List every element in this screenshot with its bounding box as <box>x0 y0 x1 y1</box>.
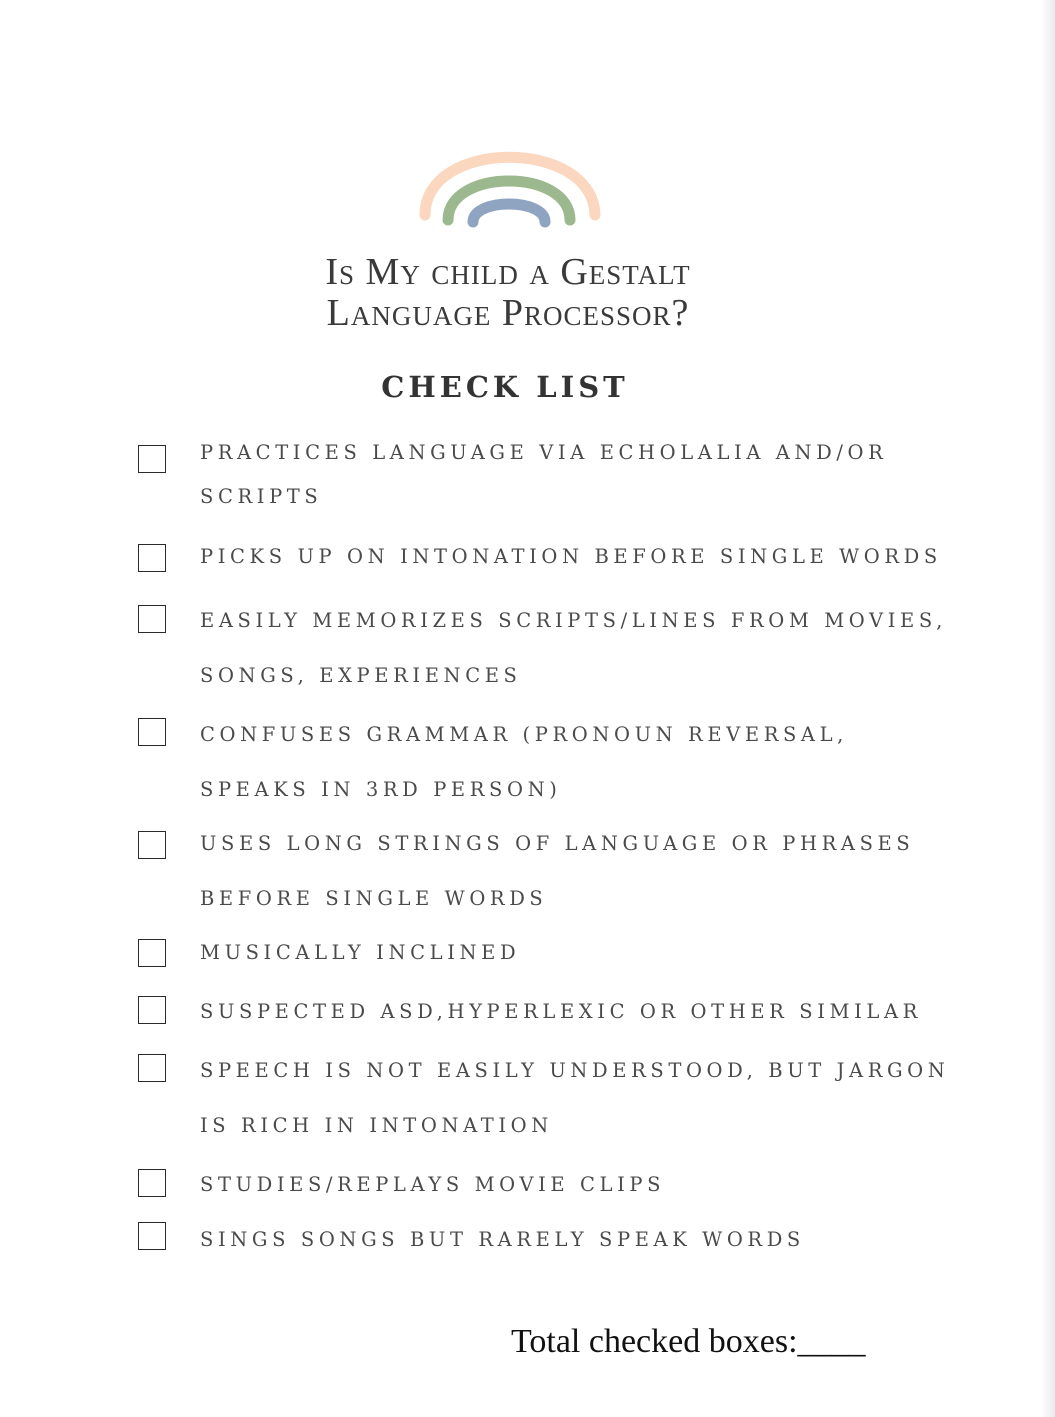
checkbox-item-10[interactable] <box>138 1222 166 1250</box>
checklist-item-6-line-1: MUSICALLY INCLINED <box>200 941 521 964</box>
checklist-heading: CHECK LIST <box>381 370 629 404</box>
checklist-item-4-line-1: CONFUSES GRAMMAR (PRONOUN REVERSAL, <box>200 723 848 746</box>
checklist-item-9-line-1: STUDIES/REPLAYS MOVIE CLIPS <box>200 1173 666 1196</box>
total-checked-boxes-label: Total checked boxes:____ <box>511 1323 866 1360</box>
checkbox-item-3[interactable] <box>138 605 166 633</box>
checkbox-item-8[interactable] <box>138 1054 166 1082</box>
checkbox-item-6[interactable] <box>138 939 166 967</box>
checklist-item-5-line-1: USES LONG STRINGS OF LANGUAGE OR PHRASES <box>200 832 915 855</box>
checklist-item-10-line-1: SINGS SONGS BUT RARELY SPEAK WORDS <box>200 1228 805 1251</box>
checkbox-item-7[interactable] <box>138 996 166 1024</box>
checklist-item-1-line-2: SCRIPTS <box>200 485 323 508</box>
checklist-item-4-line-2: SPEAKS IN 3RD PERSON) <box>200 778 562 801</box>
checklist-item-3-line-2: SONGS, EXPERIENCES <box>200 664 522 687</box>
checklist-item-8-line-1: SPEECH IS NOT EASILY UNDERSTOOD, BUT JARGON <box>200 1059 950 1082</box>
checklist-item-3-line-1: EASILY MEMORIZES SCRIPTS/LINES FROM MOVIES, <box>200 609 947 632</box>
checklist-item-7-line-1: SUSPECTED ASD,HYPERLEXIC OR OTHER SIMILAR <box>200 1000 922 1023</box>
page-title-line-2: Language Processor? <box>326 292 690 334</box>
page-title-line-1: Is My child a Gestalt <box>325 251 691 293</box>
checkbox-item-9[interactable] <box>138 1169 166 1197</box>
checklist-item-1-line-1: PRACTICES LANGUAGE VIA ECHOLALIA AND/OR <box>200 441 888 464</box>
checklist-item-8-line-2: IS RICH IN INTONATION <box>200 1114 553 1137</box>
checkbox-item-2[interactable] <box>138 544 166 572</box>
checkbox-item-1[interactable] <box>138 445 166 473</box>
checklist-item-5-line-2: BEFORE SINGLE WORDS <box>200 887 548 910</box>
checkbox-item-5[interactable] <box>138 831 166 859</box>
page-edge-shadow <box>1041 0 1055 1417</box>
rainbow-inner-arc <box>473 204 545 222</box>
checkbox-item-4[interactable] <box>138 718 166 746</box>
rainbow-icon <box>415 98 605 228</box>
checklist-item-2-line-1: PICKS UP ON INTONATION BEFORE SINGLE WORDS <box>200 545 942 568</box>
